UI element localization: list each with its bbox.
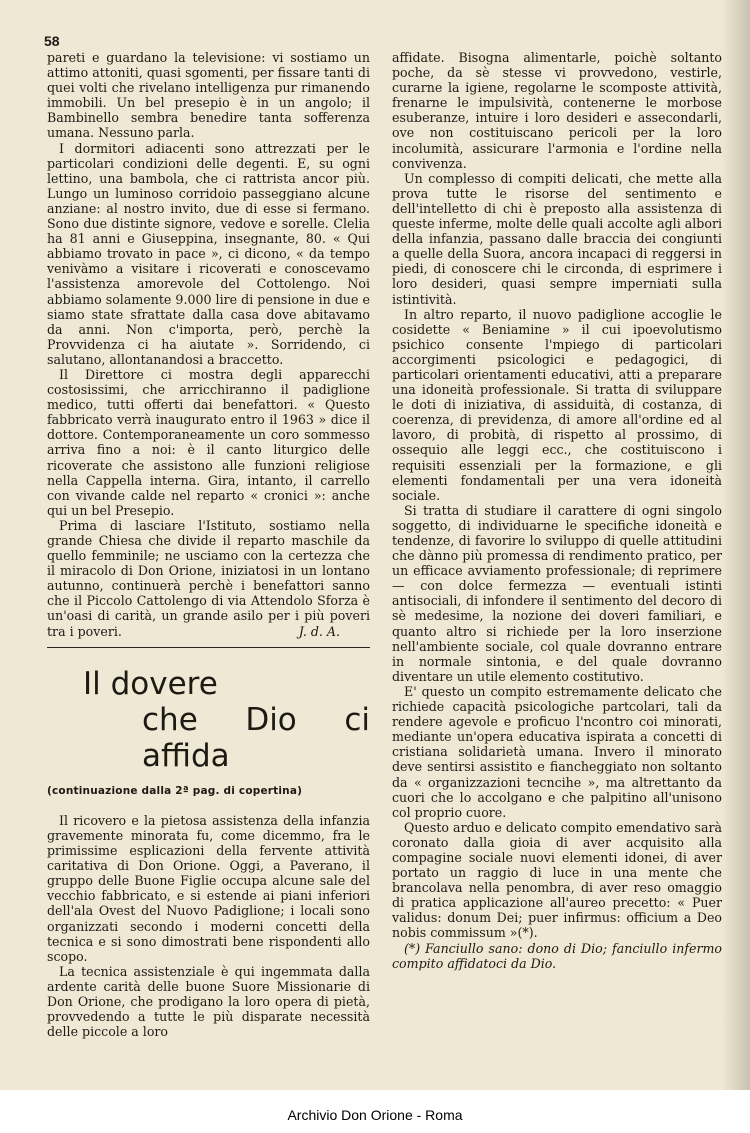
paragraph: Si tratta di studiare il carattere di ogni singolo soggetto, di individuarne le specifiche idoneità e tendenze, di favorire lo sviluppo di quelle attitudini che dànno più promessa di rendimento pratico, per un efficace avviamento professionale; di reprimere — con dolce fermezza — eventuali istinti antisociali, di infondere il sentimento del decoro di sè medesime, la nozione dei doveri familiari, e quanto altro si richiede per la loro inserzione nell'ambiente sociale, col quale dovranno entrare in normale sintonia, e del quale dovranno diventare un utile elemento costitutivo.	[392, 502, 722, 684]
paragraph: In altro reparto, il nuovo padiglione accoglie le cosidette « Beniamine » il cui ipoevolutismo psichico consente l'mpiego di particolari accorgimenti psicologici e pedagogici, di particolari orientamenti educativi, atti a preparare una idoneità professionale. Si tratta di sviluppare le doti di iniziativa, di assiduità, di costanza, di coerenza, di previdenza, di amore all'ordine ed al lavoro, di probità, di rispetto al prossimo, di ossequio alle leggi ecc., che costituiscono i requisiti essenziali per la formazione, e gli elementi fondamentali per una vera idoneità sociale.	[392, 306, 722, 503]
section-divider	[47, 647, 370, 648]
paragraph: Il Direttore ci mostra degli apparecchi costosissimi, che arricchiranno il padiglione medico, tutti offerti dai benefattori. « Questo fabbricato verrà inaugurato entro il 1963 » dice il dottore. Contemporaneamente un coro sommesso arriva fino a noi: è il canto liturgico delle ricoverate che assistono alle funzioni religiose nella Cappella interna. Gira, intanto, il carrello con vivande calde nel reparto « cronici »: anche qui un bel Presepio.	[47, 366, 370, 518]
paragraph: Un complesso di compiti delicati, che mette alla prova tutte le risorse del sentimento e dell'intelletto di chi è preposto alla assistenza di queste inferme, molte delle quali accolte agli albori della infanzia, passano dalle braccia dei congiunti a quelle della Suora, ancora incapaci di reggersi in piedi, di conoscere chi le circonda, di esprimere i loro desideri, quasi sempre imperniati sulla istintività.	[392, 170, 722, 307]
author-signature: J. d. A.	[298, 623, 340, 639]
paragraph: affidate. Bisogna alimentarle, poichè soltanto poche, da sè stesse vi provvedono, vestirle, curarne la igiene, regolarne le scomposte attività, frenarne le impulsività, contenerne le morbose esuberanze, intuire i loro desideri e assecondarli, ove non costituiscano pericoli per la loro incolumità, assicurare l'armonia e l'ordine nella convivenza.	[392, 50, 722, 171]
article-title	[47, 666, 370, 774]
article-subtitle: (continuazione dalla 2ª pag. di copertina)	[47, 784, 303, 797]
footnote: (*) Fanciullo sano: dono di Dio; fanciullo infermo compito affidatoci da Dio.	[392, 940, 722, 971]
page-number: 58	[44, 33, 60, 49]
paragraph: La tecnica assistenziale è qui ingemmata dalla ardente carità delle buone Suore Missionarie di Don Orione, che prodigano la loro opera di pietà, provvedendo a tutte le più disparate necessità delle piccole a loro	[47, 963, 370, 1040]
archive-label: Archivio Don Orione - Roma	[287, 1107, 463, 1123]
article-title-line1: Il dovere	[83, 665, 218, 702]
paragraph: E' questo un compito estremamente delicato che richiede capacità psicologiche partcolari, tali da rendere agevole e proficuo l'ncontro coi minorati, mediante un'opera educativa ispirata a concetti di cristiana solidarietà umana. Invero il minorato deve sentirsi assistito e fiancheggiato non soltanto da « organizzazioni tecncihe », ma altrettanto da cuori che lo accolgano e che palpitino all'unisono col proprio cuore.	[392, 683, 722, 820]
left-column	[47, 50, 370, 1039]
page-edge-shadow	[722, 0, 750, 1090]
right-column	[392, 50, 722, 971]
article-title-line2: che Dio ci affida	[142, 701, 370, 774]
paragraph: Questo arduo e delicato compito emendativo sarà coronato dalla gioia di aver acquisito alla compagine sociale nuovi elementi idonei, di aver portato un raggio di luce in una mente che brancolava nella penombra, di aver reso omaggio di pratica applicazione all'aureo precetto: « Puer validus: donum Dei; puer infirmus: officium a Deo nobis commissum »(*).	[392, 819, 722, 941]
paragraph: Prima di lasciare l'Istituto, sostiamo nella grande Chiesa che divide il reparto maschile da quello femminile; ne usciamo con la certezza che il miracolo di Don Orione, iniziatosi in un lontano autunno, continuerà perchè i benefattori sanno che il Piccolo Cattolengo di via Attendolo Sforza è un'oasi di carità, un grande asilo per i più poveri tra i poveri.	[47, 517, 370, 639]
paragraph: pareti e guardano la televisione: vi sostiamo un attimo attoniti, quasi sgomenti, per fissare tanti di quei volti che rivelano intelligenza pur rimanendo immobili. Un bel presepio è in un angolo; il Bambinello sembra benedire tanta sofferenza umana. Nessuno parla.	[47, 50, 370, 141]
paragraph: I dormitori adiacenti sono attrezzati per le particolari condizioni delle degenti. E, su ogni lettino, una bambola, che ci rattrista ancor più. Lungo un luminoso corridoio passeggiano alcune anziane: al nostro invito, due di esse si fermano. Sono due distinte signore, vedove e sorelle. Clelia ha 81 anni e Giuseppina, insegnante, 80. « Qui abbiamo trovato in pace », ci dicono, « da tempo venivàmo a visitare i ricoverati e conoscevamo l'assistenza amorevole del Cottolengo. Noi abbiamo solamente 9.000 lire di pensione in due e siamo state sfrattate dalla casa dove abitavamo da anni. Non c'importa, però, perchè la Provvidenza ci ha aiutate ». Sorridendo, ci salutano, allontanandosi a braccetto.	[47, 140, 370, 367]
paragraph: Il ricovero e la pietosa assistenza della infanzia gravemente minorata fu, come dicemmo, fra le primissime esplicazioni della fervente attività caritativa di Don Orione. Oggi, a Paverano, il gruppo delle Buone Figlie occupa alcune sale del vecchio fabbricato, e si estende ai piani inferiori dell'ala Ovest del Nuovo Padiglione; i locali sono organizzati secondo i moderni concetti della tecnica e si sono dimostrati bene rispondenti allo scopo.	[47, 812, 370, 964]
